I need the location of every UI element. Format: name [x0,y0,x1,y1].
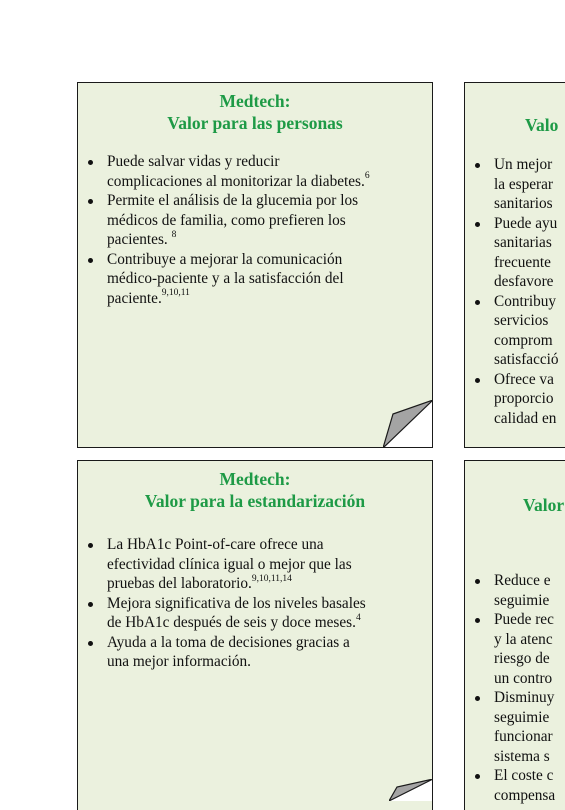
citation: 4 [355,612,361,623]
item-line: Puede rec [494,611,554,628]
page-curl-icon [389,779,433,801]
item-line: pacientes. [107,231,168,248]
item-line: Contribuy [494,292,557,310]
card-bottom-right [464,460,565,810]
item-line: sanitarias [494,234,552,251]
item-line: El coste c [494,767,554,784]
card-title-line2: Valor para las personas [167,113,343,133]
card-estandarizacion [77,460,433,810]
item-line: comprom [494,331,553,349]
item-line: Puede salvar vidas y reducir [107,153,280,170]
card-title [465,114,565,136]
item-line: Puede ayu [494,214,558,232]
citation: 9,10,11 [161,288,190,299]
item-line: funcionar [494,728,553,745]
bullet-list [85,535,366,672]
item-line: Ofrece va [494,370,554,388]
item-line: seguimie [494,708,550,726]
item-line: proporcio [494,390,554,407]
bullet-list [472,155,559,428]
bullet-list [472,571,555,805]
item-line: efectividad clínica igual o mejor que las [107,555,352,573]
item-line: y la atenc [494,630,553,648]
card-title-line1: Medtech: [219,469,291,489]
list-item [472,214,559,292]
list-item [85,535,366,594]
card-title-line2: Valo [525,115,559,135]
card-title [78,90,432,134]
item-line: médicos de familia, como prefieren los [107,211,346,229]
item-line: calidad en [494,409,557,427]
item-line: una mejor información. [107,653,251,670]
page-curl-icon [383,400,433,448]
item-line: riesgo de [494,650,550,667]
item-line: Un mejor [494,156,553,173]
item-line: compensa [494,786,556,804]
citation: 9,10,11,14 [251,573,292,584]
item-line: la esperar [494,175,554,193]
item-line: Mejora significativa de los niveles basales [107,594,366,612]
card-title-line2: Valor para la estandarización [144,491,366,511]
item-line: médico-paciente y a la satisfacción del [107,270,344,287]
item-line: satisfacció [494,351,559,368]
card-title-line2: Valor [523,495,565,515]
item-line: Contribuye a mejorar la comunicación [107,250,343,268]
card-title [465,494,565,516]
item-line: La HbA1c Point-of-care ofrece una [107,536,324,553]
list-item [472,155,559,214]
list-item [472,688,555,766]
citation: 6 [364,171,370,182]
list-item [85,152,370,191]
list-item [472,292,559,370]
list-item [472,610,555,688]
list-item [85,633,366,672]
item-line: seguimie [494,591,550,609]
item-line: de HbA1c después de seis y doce meses. [107,614,356,631]
item-line: pruebas del laboratorio. [107,575,252,592]
list-item [472,571,555,610]
list-item [472,370,559,429]
list-item [85,250,370,309]
card-title-line1: Medtech: [219,91,291,111]
item-line: sanitarios [494,195,553,212]
item-line: servicios [494,312,549,329]
item-line: desfavore [494,273,554,290]
bullet-list [85,152,370,308]
card-title [78,468,432,512]
citation: 8 [171,229,177,240]
item-line: sistema s [494,747,550,765]
card-personas [77,82,433,448]
list-item [85,594,366,633]
list-item [472,766,555,805]
item-line: Ayuda a la toma de decisiones gracias a [107,633,350,651]
item-line: Disminuy [494,689,555,706]
item-line: frecuente [494,253,551,271]
item-line: complicaciones al monitorizar la diabetes. [107,172,365,190]
item-line: paciente. [107,289,162,307]
item-line: un contro [494,669,553,687]
list-item [85,191,370,250]
card-top-right [464,82,565,448]
item-line: Permite el análisis de la glucemia por los [107,192,359,209]
item-line: Reduce e [494,572,551,589]
